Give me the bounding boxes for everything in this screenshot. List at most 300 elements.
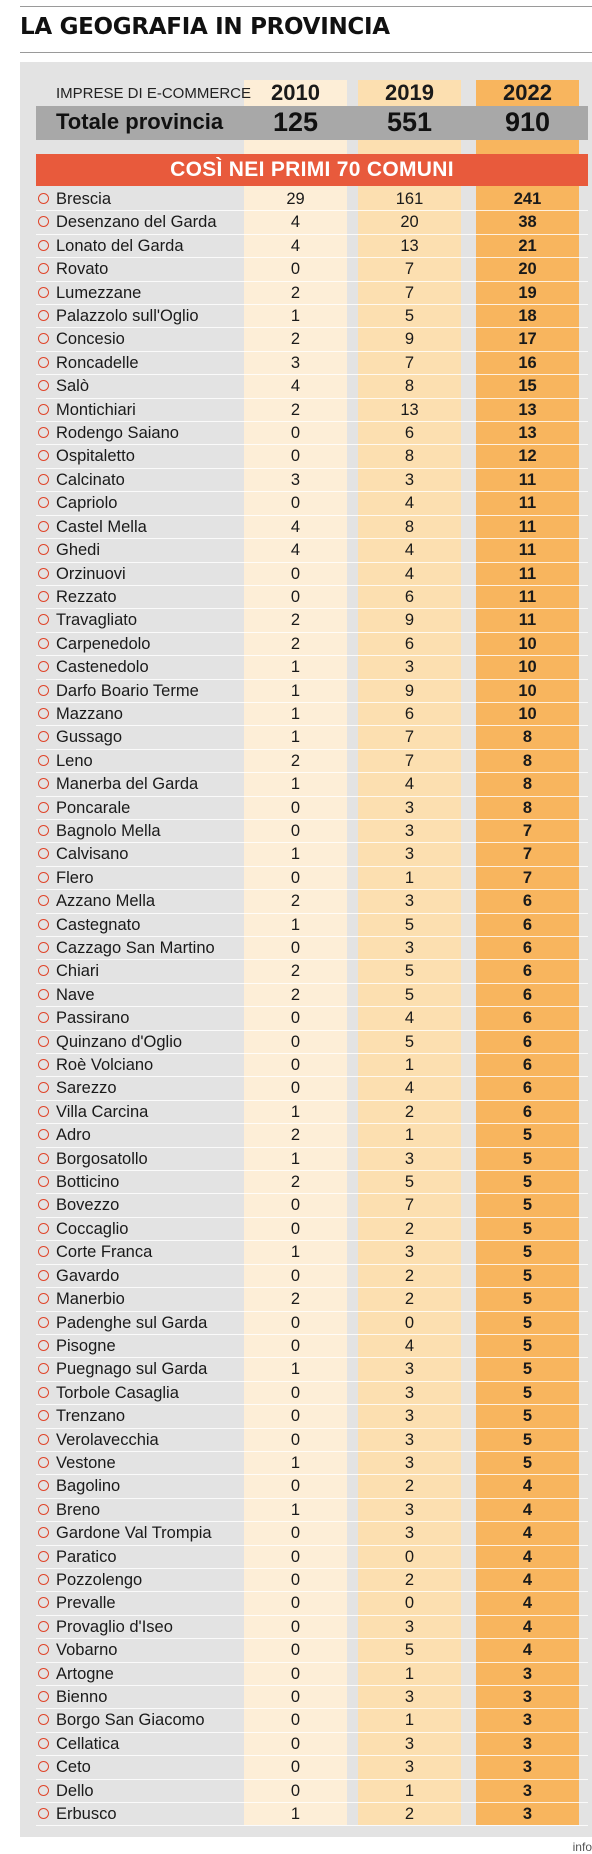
table-row — [36, 960, 588, 983]
table-row — [36, 211, 588, 234]
table-row — [36, 1733, 588, 1756]
table-row — [36, 445, 588, 468]
table-row — [36, 399, 588, 422]
value-2010: 0 — [290, 587, 301, 606]
table-row — [36, 820, 588, 843]
table-row — [36, 1171, 588, 1194]
table-row — [36, 1358, 588, 1381]
value-2010: 0 — [290, 1056, 301, 1075]
value-2010: 2 — [290, 1173, 301, 1192]
bullet-circle-icon — [38, 1363, 49, 1374]
municipality-name: Erbusco — [56, 1805, 117, 1824]
table-row — [36, 1616, 588, 1639]
bullet-circle-icon — [38, 497, 49, 508]
value-2019: 2 — [404, 1102, 415, 1121]
bullet-circle-icon — [38, 1434, 49, 1445]
value-2019: 2 — [404, 1266, 415, 1285]
value-2019: 3 — [404, 1734, 415, 1753]
table-row — [36, 563, 588, 586]
value-2019: 4 — [404, 564, 415, 583]
value-2010: 0 — [290, 260, 301, 279]
bullet-circle-icon — [38, 474, 49, 485]
bullet-circle-icon — [38, 661, 49, 672]
value-2019: 3 — [404, 1617, 415, 1636]
bullet-circle-icon — [38, 755, 49, 766]
value-2010: 4 — [290, 541, 301, 560]
value-2022: 10 — [518, 704, 537, 723]
value-2010: 1 — [290, 1149, 301, 1168]
table-row — [36, 1592, 588, 1615]
total-value-2022: 910 — [504, 107, 551, 137]
value-2010: 0 — [290, 1617, 301, 1636]
table-row — [36, 1241, 588, 1264]
table-row — [36, 750, 588, 773]
value-2022: 4 — [522, 1570, 533, 1589]
bullet-circle-icon — [38, 1246, 49, 1257]
bullet-circle-icon — [38, 1059, 49, 1070]
table-row — [36, 890, 588, 913]
value-2010: 4 — [290, 236, 301, 255]
value-2019: 1 — [404, 1056, 415, 1075]
municipality-name: Bagnolo Mella — [56, 821, 161, 840]
table-row — [36, 1756, 588, 1779]
value-2010: 1 — [290, 704, 301, 723]
value-2010: 1 — [290, 775, 301, 794]
value-2010: 1 — [290, 1453, 301, 1472]
value-2019: 3 — [404, 1453, 415, 1472]
table-row — [36, 1054, 588, 1077]
municipality-name: Gussago — [56, 728, 123, 747]
municipality-name: Manerbio — [56, 1290, 125, 1309]
bullet-circle-icon — [38, 1644, 49, 1655]
value-2010: 0 — [290, 1383, 301, 1402]
value-2010: 2 — [290, 985, 301, 1004]
value-2010: 0 — [290, 1688, 301, 1706]
table-row — [36, 1031, 588, 1054]
value-2022: 6 — [522, 1102, 533, 1121]
value-2010: 1 — [290, 845, 301, 864]
bullet-circle-icon — [38, 825, 49, 836]
value-2022: 4 — [522, 1641, 533, 1660]
table-row — [36, 984, 588, 1007]
table-row — [36, 1288, 588, 1311]
table-row — [36, 1429, 588, 1452]
municipality-name: Bovezzo — [56, 1196, 120, 1215]
header-label: IMPRESE DI E-COMMERCE — [56, 85, 252, 102]
value-2019: 1 — [404, 1664, 415, 1683]
value-2019: 6 — [404, 634, 415, 653]
bullet-circle-icon — [38, 193, 49, 204]
header-row — [36, 80, 588, 106]
value-2019: 8 — [404, 377, 415, 396]
value-2022: 3 — [522, 1805, 533, 1824]
value-2022: 20 — [518, 260, 537, 279]
bullet-circle-icon — [38, 685, 49, 696]
value-2010: 0 — [290, 494, 301, 513]
value-2022: 8 — [522, 775, 533, 794]
value-2010: 0 — [290, 1664, 301, 1683]
value-2019: 13 — [400, 236, 419, 255]
value-2019: 3 — [404, 1758, 415, 1777]
value-2022: 7 — [522, 868, 533, 887]
bullet-circle-icon — [38, 1153, 49, 1164]
value-2022: 12 — [518, 447, 537, 466]
bullet-circle-icon — [38, 1551, 49, 1562]
value-2019: 3 — [404, 658, 415, 677]
value-2022: 6 — [522, 1032, 533, 1051]
table-row — [36, 258, 588, 281]
value-2010: 0 — [290, 1570, 301, 1589]
value-2019: 3 — [404, 1243, 415, 1262]
header-year-2019: 2019 — [385, 80, 434, 105]
value-2019: 2 — [404, 1477, 415, 1496]
total-row — [36, 106, 588, 140]
municipality-name: Villa Carcina — [56, 1102, 149, 1121]
value-2019: 3 — [404, 1149, 415, 1168]
value-2010: 1 — [290, 915, 301, 934]
bullet-circle-icon — [38, 872, 49, 883]
municipality-name: Vestone — [56, 1453, 116, 1472]
value-2010: 2 — [290, 962, 301, 981]
value-2010: 0 — [290, 1594, 301, 1613]
municipality-name: Corte Franca — [56, 1243, 153, 1262]
value-2010: 0 — [290, 1336, 301, 1355]
value-2019: 6 — [404, 704, 415, 723]
municipality-name: Lumezzane — [56, 283, 142, 302]
value-2010: 0 — [290, 1219, 301, 1238]
value-2019: 1 — [404, 1781, 415, 1800]
value-2022: 10 — [518, 681, 537, 700]
value-2022: 3 — [522, 1711, 533, 1730]
table-row — [36, 1148, 588, 1171]
bullet-circle-icon — [38, 310, 49, 321]
municipality-name: Sarezzo — [56, 1079, 117, 1098]
value-2022: 4 — [522, 1547, 533, 1566]
value-2010: 2 — [290, 634, 301, 653]
value-2010: 1 — [290, 1805, 301, 1824]
credit-text: info — [572, 1840, 592, 1854]
value-2010: 0 — [290, 939, 301, 957]
value-2019: 5 — [404, 1641, 415, 1660]
bullet-circle-icon — [38, 638, 49, 649]
value-2019: 3 — [404, 1430, 415, 1449]
municipality-name: Dello — [56, 1781, 94, 1800]
value-2010: 4 — [290, 213, 301, 232]
header-year-2010: 2010 — [271, 80, 320, 105]
value-2010: 0 — [290, 1196, 301, 1215]
value-2019: 3 — [404, 821, 415, 840]
table-row — [36, 1382, 588, 1405]
value-2019: 5 — [404, 985, 415, 1004]
value-2010: 0 — [290, 1266, 301, 1285]
value-2022: 7 — [522, 845, 533, 864]
bullet-circle-icon — [38, 1317, 49, 1328]
value-2022: 5 — [522, 1173, 533, 1192]
bullet-circle-icon — [38, 1036, 49, 1047]
bullet-circle-icon — [38, 848, 49, 859]
bullet-circle-icon — [38, 263, 49, 274]
value-2022: 5 — [522, 1407, 533, 1426]
value-2010: 1 — [290, 1360, 301, 1379]
value-2022: 13 — [518, 400, 537, 419]
value-2022: 5 — [522, 1453, 533, 1472]
header-year-2022: 2022 — [503, 80, 552, 105]
value-2019: 0 — [404, 1313, 415, 1332]
value-2022: 3 — [522, 1688, 533, 1706]
value-2022: 6 — [522, 962, 533, 981]
value-2019: 3 — [404, 798, 415, 817]
value-2010: 29 — [286, 190, 305, 208]
table-row — [36, 1077, 588, 1100]
table-row — [36, 1101, 588, 1124]
table-row — [36, 352, 588, 375]
table-row — [36, 656, 588, 679]
bullet-circle-icon — [38, 1527, 49, 1538]
value-2010: 0 — [290, 868, 301, 887]
municipality-name: Adro — [56, 1126, 91, 1145]
value-2019: 2 — [404, 1290, 415, 1309]
value-2019: 4 — [404, 494, 415, 513]
value-2010: 1 — [290, 1102, 301, 1121]
table-row — [36, 1663, 588, 1686]
bullet-circle-icon — [38, 1410, 49, 1421]
municipality-name: Padenghe sul Garda — [56, 1313, 208, 1332]
value-2010: 2 — [290, 611, 301, 630]
value-2022: 5 — [522, 1360, 533, 1379]
bullet-circle-icon — [38, 919, 49, 930]
value-2022: 17 — [518, 330, 537, 349]
value-2022: 18 — [518, 307, 537, 326]
bullet-circle-icon — [38, 1457, 49, 1468]
value-2019: 3 — [404, 1383, 415, 1402]
bullet-circle-icon — [38, 778, 49, 789]
table-row — [36, 680, 588, 703]
table-row — [36, 305, 588, 328]
value-2019: 7 — [404, 751, 415, 770]
municipality-name: Coccaglio — [56, 1219, 129, 1238]
municipality-name: Castegnato — [56, 915, 141, 934]
bullet-circle-icon — [38, 731, 49, 742]
value-2019: 3 — [404, 845, 415, 864]
bullet-circle-icon — [38, 708, 49, 719]
value-2022: 7 — [522, 821, 533, 840]
bullet-circle-icon — [38, 1761, 49, 1772]
value-2022: 6 — [522, 1056, 533, 1075]
value-2019: 1 — [404, 868, 415, 887]
table-row — [36, 516, 588, 539]
top-rule — [20, 6, 592, 7]
value-2019: 4 — [404, 775, 415, 794]
bullet-circle-icon — [38, 1293, 49, 1304]
title-rule — [20, 52, 592, 53]
value-2010: 0 — [290, 1758, 301, 1777]
table-row — [36, 867, 588, 890]
value-2022: 11 — [518, 541, 537, 560]
value-2019: 4 — [404, 541, 415, 560]
bullet-circle-icon — [38, 380, 49, 391]
bullet-circle-icon — [38, 404, 49, 415]
value-2019: 5 — [404, 915, 415, 934]
value-2019: 13 — [400, 400, 419, 419]
table-row — [36, 469, 588, 492]
value-2010: 0 — [290, 1313, 301, 1332]
value-2010: 2 — [290, 330, 301, 349]
value-2010: 0 — [290, 447, 301, 466]
municipality-name: Leno — [56, 751, 93, 770]
municipality-list — [36, 188, 588, 1826]
bullet-circle-icon — [38, 1504, 49, 1515]
value-2022: 5 — [522, 1219, 533, 1238]
municipality-name: Ospitaletto — [56, 447, 135, 466]
value-2019: 4 — [404, 1079, 415, 1098]
value-2019: 7 — [404, 353, 415, 372]
municipality-name: Artogne — [56, 1664, 114, 1683]
bullet-circle-icon — [38, 1387, 49, 1398]
table-row — [36, 492, 588, 515]
table-row — [36, 235, 588, 258]
municipality-name: Botticino — [56, 1173, 120, 1192]
bullet-circle-icon — [38, 1668, 49, 1679]
municipality-name: Gardone Val Trompia — [56, 1524, 212, 1543]
municipality-name: Castenedolo — [56, 658, 149, 677]
table-row — [36, 797, 588, 820]
bullet-circle-icon — [38, 591, 49, 602]
municipality-name: Azzano Mella — [56, 892, 156, 911]
municipality-name: Rovato — [56, 260, 109, 279]
value-2022: 5 — [522, 1336, 533, 1355]
table-row — [36, 1709, 588, 1732]
table-row — [36, 375, 588, 398]
bullet-circle-icon — [38, 544, 49, 555]
value-2019: 7 — [404, 283, 415, 302]
value-2019: 3 — [404, 470, 415, 489]
section-subtitle: COSÌ NEI PRIMI 70 COMUNI — [36, 154, 588, 186]
value-2022: 11 — [518, 564, 537, 583]
bullet-circle-icon — [38, 1106, 49, 1117]
bullet-circle-icon — [38, 1785, 49, 1796]
municipality-name: Trenzano — [56, 1407, 126, 1426]
bullet-circle-icon — [38, 1199, 49, 1210]
table-row — [36, 773, 588, 796]
value-2019: 9 — [404, 681, 415, 700]
value-2022: 11 — [518, 517, 537, 536]
value-2010: 2 — [290, 283, 301, 302]
bullet-circle-icon — [38, 240, 49, 251]
table-row — [36, 1803, 588, 1826]
value-2019: 8 — [404, 447, 415, 466]
value-2010: 0 — [290, 1477, 301, 1496]
municipality-name: Castel Mella — [56, 517, 147, 536]
municipality-name: Salò — [56, 377, 90, 396]
municipality-name: Concesio — [56, 330, 125, 349]
table-row — [36, 633, 588, 656]
value-2010: 1 — [290, 1500, 301, 1519]
value-2022: 6 — [522, 985, 533, 1004]
municipality-name: Pisogne — [56, 1336, 116, 1355]
value-2019: 5 — [404, 1173, 415, 1192]
municipality-name: Prevalle — [56, 1594, 116, 1613]
value-2022: 5 — [522, 1196, 533, 1215]
value-2022: 11 — [518, 587, 537, 606]
municipality-name: Chiari — [56, 962, 100, 981]
value-2019: 8 — [404, 517, 415, 536]
value-2019: 6 — [404, 424, 415, 443]
table-row — [36, 726, 588, 749]
municipality-name: Lonato del Garda — [56, 236, 184, 255]
municipality-name: Cellatica — [56, 1734, 120, 1753]
municipality-name: Palazzolo sull'Oglio — [56, 307, 199, 326]
value-2010: 3 — [290, 470, 301, 489]
bullet-circle-icon — [38, 1129, 49, 1140]
municipality-name: Gavardo — [56, 1266, 120, 1285]
municipality-name: Montichiari — [56, 400, 136, 419]
value-2010: 2 — [290, 892, 301, 911]
value-2022: 4 — [522, 1477, 533, 1496]
municipality-name: Calcinato — [56, 470, 125, 489]
bullet-circle-icon — [38, 1176, 49, 1187]
value-2010: 0 — [290, 1781, 301, 1800]
value-2019: 3 — [404, 1407, 415, 1426]
value-2022: 5 — [522, 1126, 533, 1145]
value-2022: 5 — [522, 1383, 533, 1402]
value-2022: 11 — [518, 470, 537, 489]
value-2022: 16 — [518, 353, 537, 372]
total-value-2010: 125 — [272, 107, 319, 137]
page-title: LA GEOGRAFIA IN PROVINCIA — [20, 14, 390, 40]
bullet-circle-icon — [38, 614, 49, 625]
municipality-name: Pozzolengo — [56, 1570, 143, 1589]
municipality-name: Bienno — [56, 1688, 108, 1706]
value-2010: 1 — [290, 658, 301, 677]
table-row — [36, 539, 588, 562]
table-row — [36, 1007, 588, 1030]
municipality-name: Borgosatollo — [56, 1149, 148, 1168]
value-2022: 11 — [518, 494, 537, 513]
municipality-name: Breno — [56, 1500, 101, 1519]
table-row — [36, 328, 588, 351]
value-2019: 9 — [404, 330, 415, 349]
municipality-name: Quinzano d'Oglio — [56, 1032, 183, 1051]
value-2022: 11 — [518, 611, 537, 630]
total-value-2019: 551 — [386, 107, 433, 137]
municipality-name: Bagolino — [56, 1477, 121, 1496]
value-2022: 6 — [522, 939, 533, 957]
bullet-circle-icon — [38, 942, 49, 953]
value-2019: 6 — [404, 587, 415, 606]
value-2022: 8 — [522, 798, 533, 817]
bullet-circle-icon — [38, 216, 49, 227]
value-2022: 5 — [522, 1313, 533, 1332]
table-row — [36, 914, 588, 937]
value-2022: 5 — [522, 1430, 533, 1449]
municipality-name: Desenzano del Garda — [56, 213, 217, 232]
municipality-name: Nave — [56, 985, 95, 1004]
municipality-name: Vobarno — [56, 1641, 118, 1660]
bullet-circle-icon — [38, 1082, 49, 1093]
table-row — [36, 609, 588, 632]
municipality-name: Calvisano — [56, 845, 129, 864]
value-2022: 10 — [518, 658, 537, 677]
municipality-name: Roè Volciano — [56, 1056, 154, 1075]
value-2019: 5 — [404, 962, 415, 981]
value-2010: 1 — [290, 728, 301, 747]
value-2010: 4 — [290, 517, 301, 536]
municipality-name: Darfo Boario Terme — [56, 681, 199, 700]
bullet-circle-icon — [38, 989, 49, 1000]
value-2019: 5 — [404, 1032, 415, 1051]
total-label: Totale provincia — [56, 109, 224, 134]
value-2019: 7 — [404, 260, 415, 279]
